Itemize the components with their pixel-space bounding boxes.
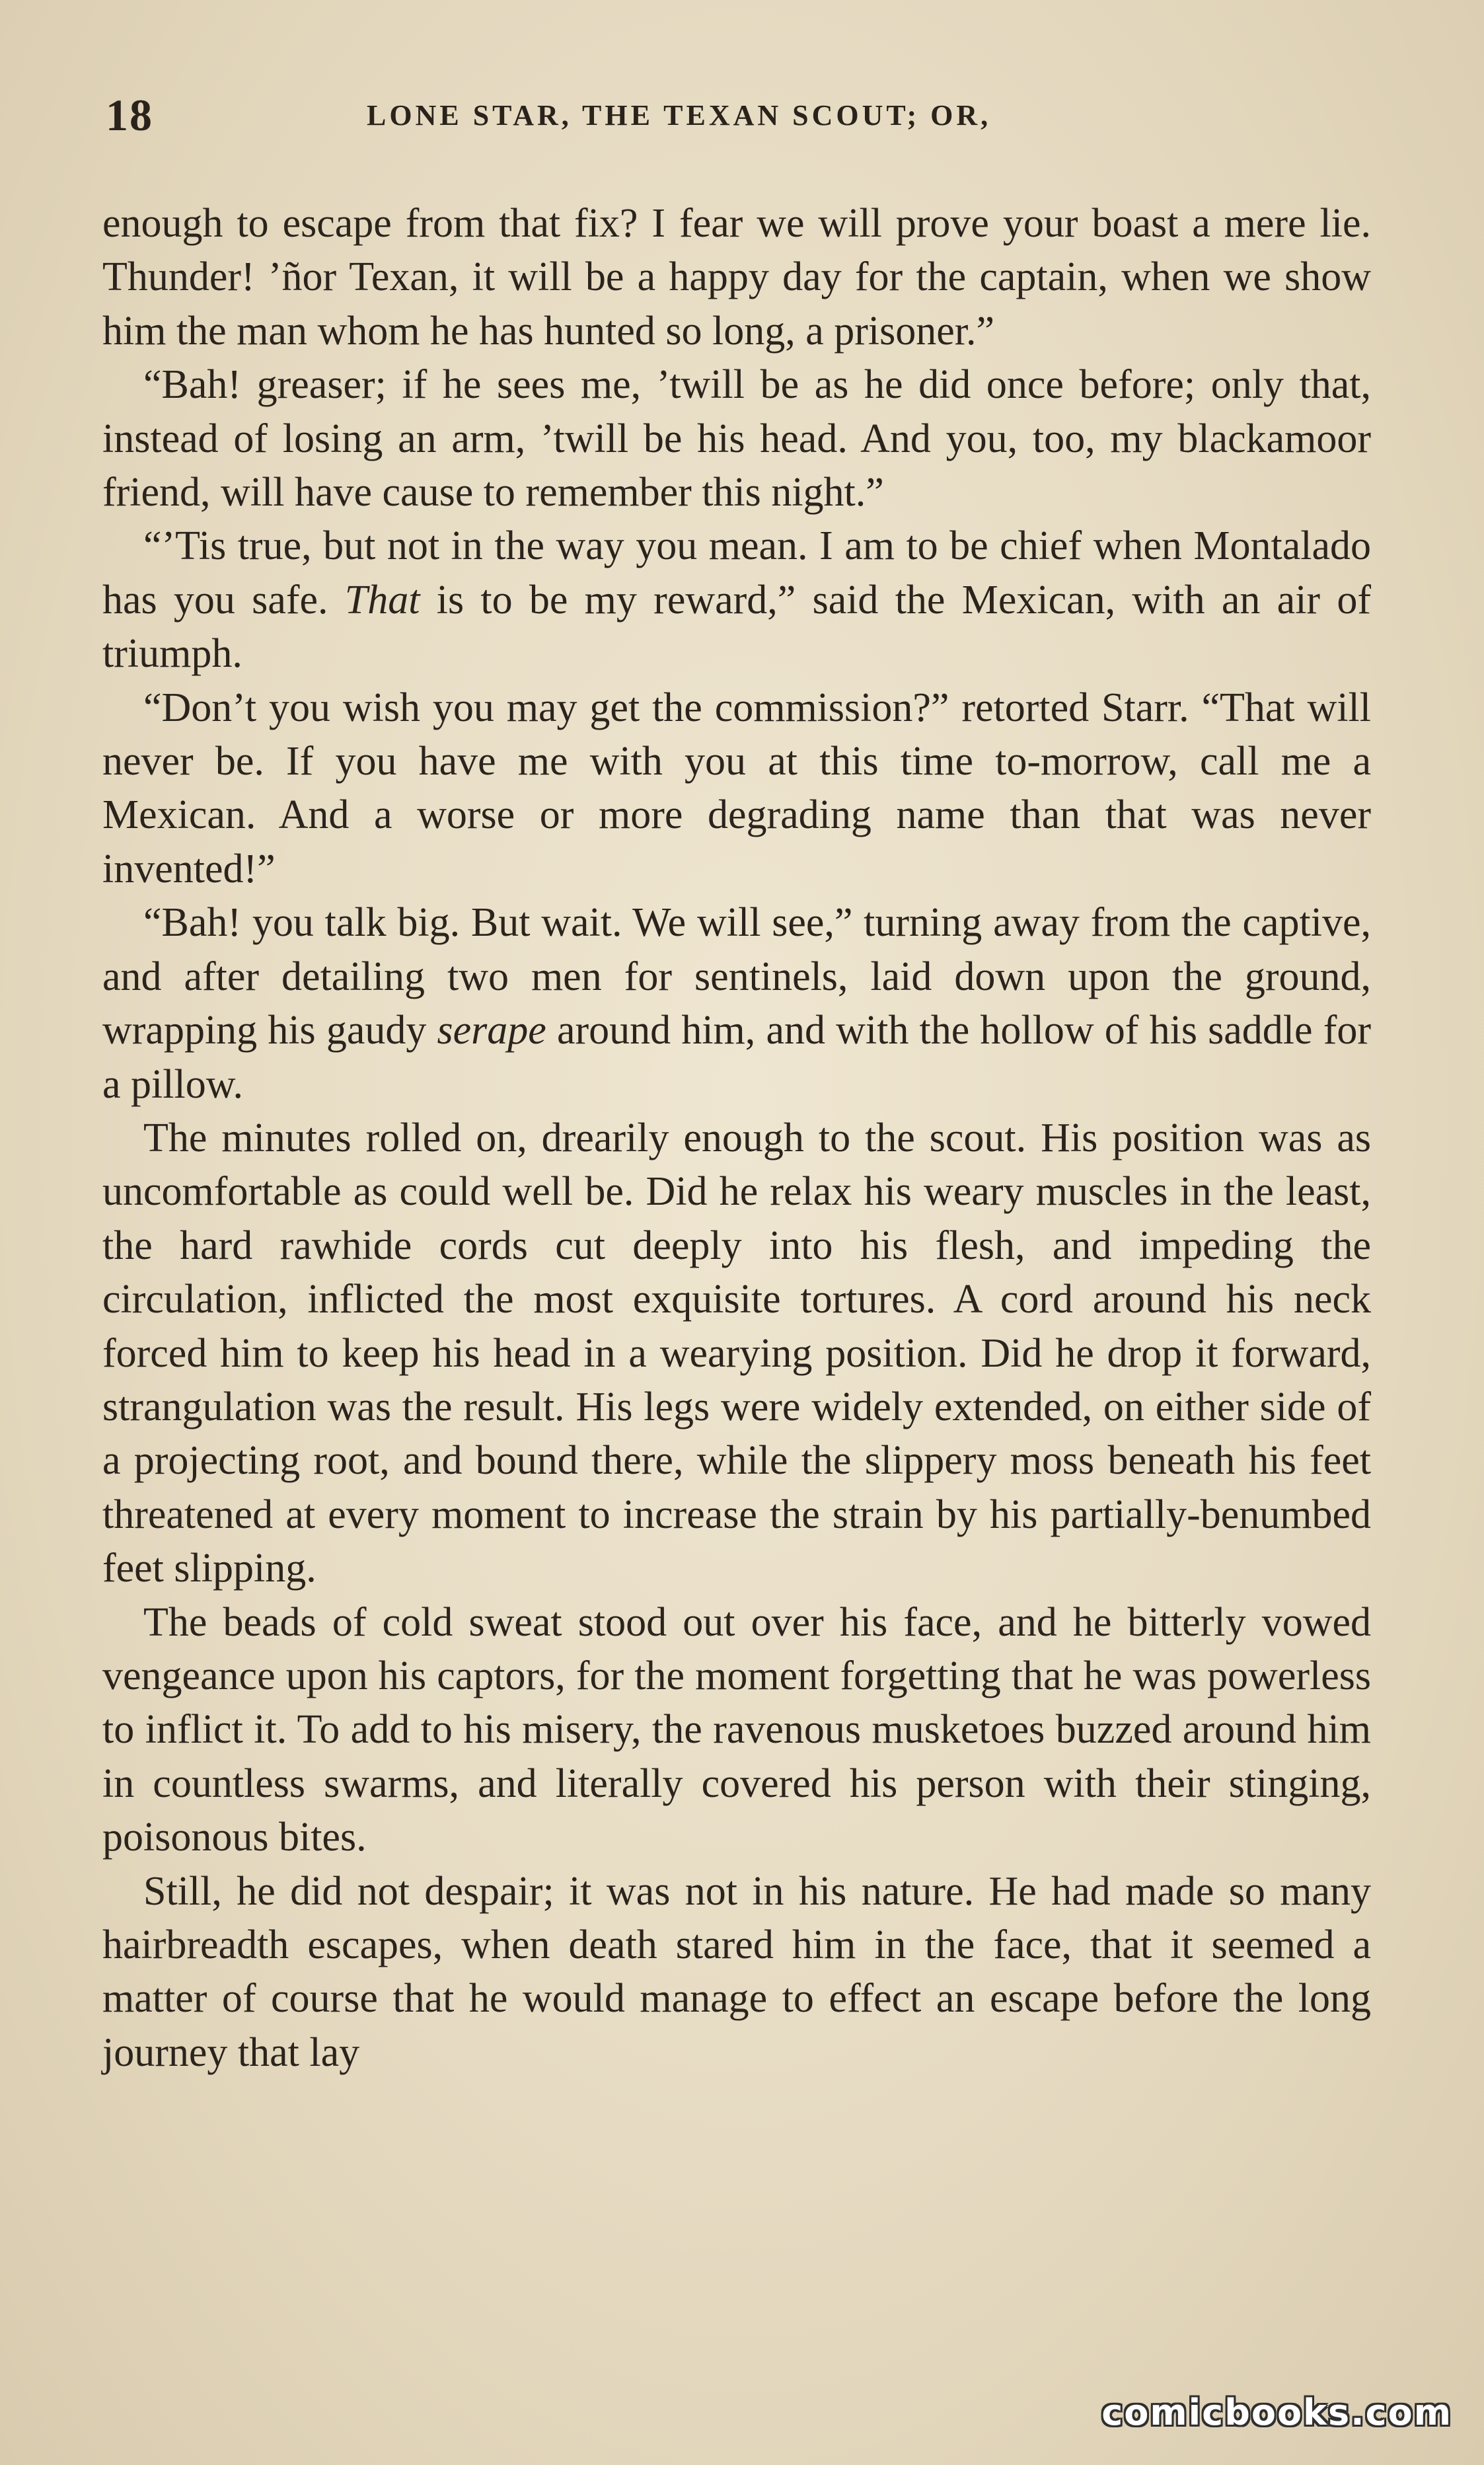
- text-segment: is to be my reward,” said the Mexican, with an air of triumph.: [102, 577, 1371, 677]
- paragraph: [102, 1865, 1371, 2080]
- text-body: [102, 197, 1371, 2080]
- text-segment: Still, he did not despair; it was not in his nature. He had made so many hairbreadth escapes, when death stared him in the face, that it seemed a matter of course that he would manage to effect an escape before the long journey that lay: [102, 1868, 1371, 2075]
- page-header: [106, 89, 1368, 149]
- paragraph: [102, 197, 1371, 358]
- paragraph: [102, 358, 1371, 519]
- paragraph: [102, 519, 1371, 681]
- page-number: 18: [106, 90, 153, 140]
- paragraph: [102, 681, 1371, 897]
- italic-text: That: [344, 577, 420, 623]
- paragraph: [102, 1112, 1371, 1596]
- paragraph: [102, 1596, 1371, 1865]
- paragraph: [102, 896, 1371, 1112]
- text-segment: around him, and with the hollow of his saddle for a pillow.: [102, 1008, 1371, 1107]
- watermark: comicbooks.com: [1101, 2392, 1452, 2433]
- text-segment: The minutes rolled on, drearily enough to the scout. His position was as uncomfortable as could well be. Did he relax his weary muscles in the least, the hard rawhide cords cut deeply into his flesh, and impeding the circulation, inflicted the most exquisite tortures. A cord around his neck forced him to keep his head in a wearying position. Did he drop it forward, strangulation was the result. His legs were widely extended, on either side of a projecting root, and bound there, while the slippery moss beneath his feet threatened at every moment to increase the strain by his partially-benumbed feet slipping.: [102, 1115, 1371, 1591]
- text-segment: “Bah! greaser; if he sees me, ’twill be as he did once before; only that, instead of losing an arm, ’twill be his head. And you, too, my blackamoor friend, will have cause to remember this night.”: [102, 362, 1371, 515]
- italic-text: serape: [437, 1008, 546, 1053]
- text-segment: The beads of cold sweat stood out over his face, and he bitterly vowed vengeance upon his captors, for the moment forgetting that he was powerless to inflict it. To add to his misery, the ravenous musketoes buzzed around him in countless swarms, and literally covered his person with their stinging, poisonous bites.: [102, 1599, 1371, 1860]
- text-segment: “Don’t you wish you may get the commission?” retorted Starr. “That will never be. If you have me with you at this time to-morrow, call me a Mexican. And a worse or more degrading name than that was never invented!”: [102, 685, 1371, 891]
- running-title: LONE STAR, THE TEXAN SCOUT; OR,: [367, 99, 992, 132]
- text-segment: “Bah! you talk big. But wait. We will see,” turning away from the captive, and after detailing two men for sentinels, laid down upon the ground, wrapping his gaudy: [102, 900, 1371, 1053]
- text-segment: “’Tis true, but not in the way you mean. I am to be chief when Montalado has you safe.: [102, 523, 1371, 623]
- text-segment: enough to escape from that fix? I fear we will prove your boast a mere lie. Thunder! ’ñor Texan, it will be a happy day for the captain, when we show him the man whom he has hunted so long, a prisoner.”: [102, 201, 1371, 354]
